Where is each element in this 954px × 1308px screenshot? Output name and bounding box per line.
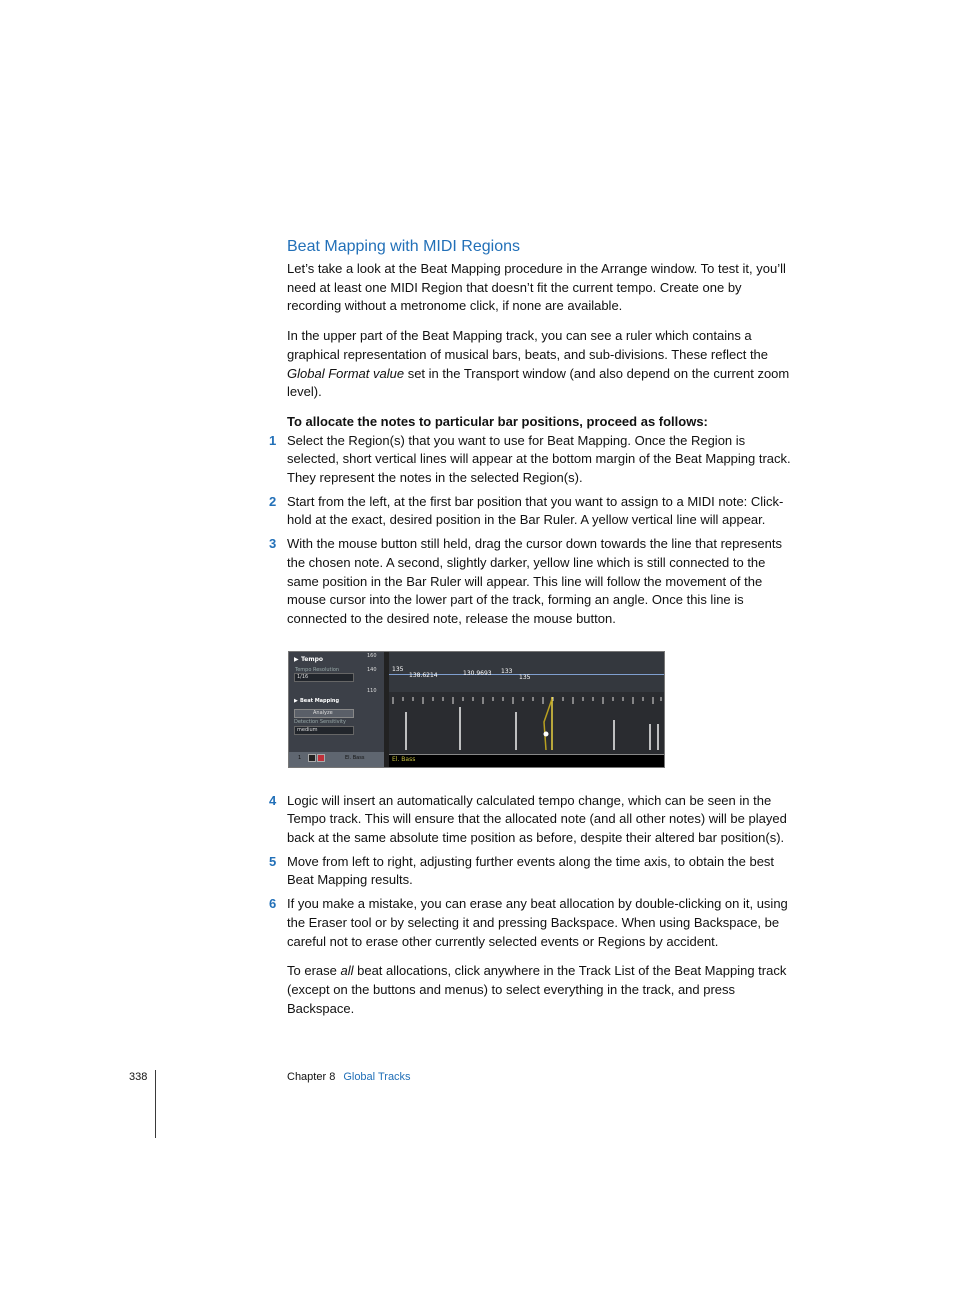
section-title: Beat Mapping with MIDI Regions xyxy=(287,238,520,255)
step-number: 2 xyxy=(269,493,277,509)
procedure-heading: To allocate the notes to particular bar positions, proceed as follows: xyxy=(287,413,708,429)
page-content xyxy=(269,236,799,1029)
step-text: Move from left to right, adjusting further events along the time axis, to obtain the best Beat Mapping results. xyxy=(287,853,775,888)
detection-sensitivity-value: medium xyxy=(297,726,318,733)
step-5 xyxy=(269,853,799,890)
step-3 xyxy=(269,535,799,629)
step-text: With the mouse button still held, drag the cursor down towards the line that represents the chosen note. A second, slightly darker, yellow line which is still connected to the same position in the Bar Ruler will appear. This line will follow the movement of the mouse cursor into the lower part of the track, forming an angle. Once this line is connected to the desired note, release the mouse button. xyxy=(287,536,782,626)
tempo-value: 135 xyxy=(519,673,531,681)
track-name: El. Bass xyxy=(345,754,365,761)
step-text: If you make a mistake, you can erase any beat allocation by double-clicking on it, using the Eraser tool or by selecting it and pressing Backspace. When using Backspace, be careful not to erase other currently selected events or Regions by accident. xyxy=(287,896,788,949)
tempo-disclosure-icon[interactable]: ▶ xyxy=(294,655,299,663)
step-4 xyxy=(269,792,799,848)
tempo-value: 135 xyxy=(392,665,404,673)
step-number: 3 xyxy=(269,536,277,552)
ruler-paragraph xyxy=(287,327,799,402)
closing-start: To erase xyxy=(287,963,341,979)
closing-italic: all xyxy=(340,963,354,979)
tempo-resolution-value: 1/16 xyxy=(297,673,309,680)
step-6 xyxy=(269,895,799,951)
step-text: Logic will insert an automatically calculated tempo change, which can be seen in the Tempo track. This will ensure that the allocated note (and all other notes) will be played back at the same absolute time position as before, despite their altered bar position(s). xyxy=(287,792,787,846)
beat-mapping-screenshot xyxy=(288,651,665,768)
tempo-value: 133 xyxy=(501,667,513,675)
region-name: El. Bass xyxy=(392,755,416,763)
step-text: Start from the left, at the first bar position that you want to assign to a MIDI note: Click-hold at the exact, desired position in the Bar Ruler. A yellow vertical line will appear. xyxy=(287,493,784,528)
ruler-paragraph-start: In the upper part of the Beat Mapping track, you can see a ruler which contains a graphical representation of musical bars, beats, and sub-divisions. These reflect the xyxy=(287,328,769,362)
tempo-value: 130.9693 xyxy=(463,669,492,677)
closing-end: beat allocations, click anywhere in the Track List of the Beat Mapping track (except on the buttons and menus) to select everything in the track, and press Backspace. xyxy=(287,963,787,1016)
scale-mid: 140 xyxy=(367,666,377,673)
chapter-label: Chapter 8 xyxy=(287,1071,336,1083)
analyze-button-label: Analyze xyxy=(313,709,333,716)
beat-mapping-disclosure-icon[interactable]: ▶ xyxy=(294,697,298,704)
step-1 xyxy=(269,432,799,488)
step-2 xyxy=(269,493,799,530)
step-text: Select the Region(s) that you want to use for Beat Mapping. Once the Region is selected, short vertical lines will appear at the bottom margin of the Beat Mapping track. They represent the notes in the selected Region(s). xyxy=(287,432,791,486)
chapter-title: Global Tracks xyxy=(343,1071,411,1083)
ruler-and-notes-graphic xyxy=(289,652,665,768)
step-number: 1 xyxy=(269,432,277,448)
step-number: 6 xyxy=(269,896,277,912)
ruler-paragraph-end: set in the Transport window (and also depend on the current zoom level). xyxy=(287,365,790,400)
tempo-label: Tempo xyxy=(301,655,324,663)
tempo-resolution-label: Tempo Resolution xyxy=(295,666,340,673)
midi-region[interactable] xyxy=(389,754,665,768)
footer-rule xyxy=(155,1070,156,1138)
scale-top: 160 xyxy=(367,652,377,659)
page-number: 338 xyxy=(129,1071,148,1083)
step-number: 5 xyxy=(269,853,277,869)
step-number: 4 xyxy=(269,792,277,808)
beat-mapping-label: Beat Mapping xyxy=(300,697,340,704)
scale-bottom: 110 xyxy=(367,687,377,694)
global-format-term: Global Format value xyxy=(287,365,405,381)
closing-paragraph xyxy=(287,962,799,1018)
intro-paragraph: Let’s take a look at the Beat Mapping procedure in the Arrange window. To test it, you’ll need at least one MIDI Region that doesn’t fit the current tempo. Create one by recording without a metronome click, if none are available. xyxy=(287,261,786,314)
detection-sensitivity-label: Detection Sensitivity xyxy=(294,718,346,725)
track-number: 1 xyxy=(298,754,302,761)
tempo-value: 138.6214 xyxy=(409,671,438,679)
chapter-footer xyxy=(287,1071,411,1083)
